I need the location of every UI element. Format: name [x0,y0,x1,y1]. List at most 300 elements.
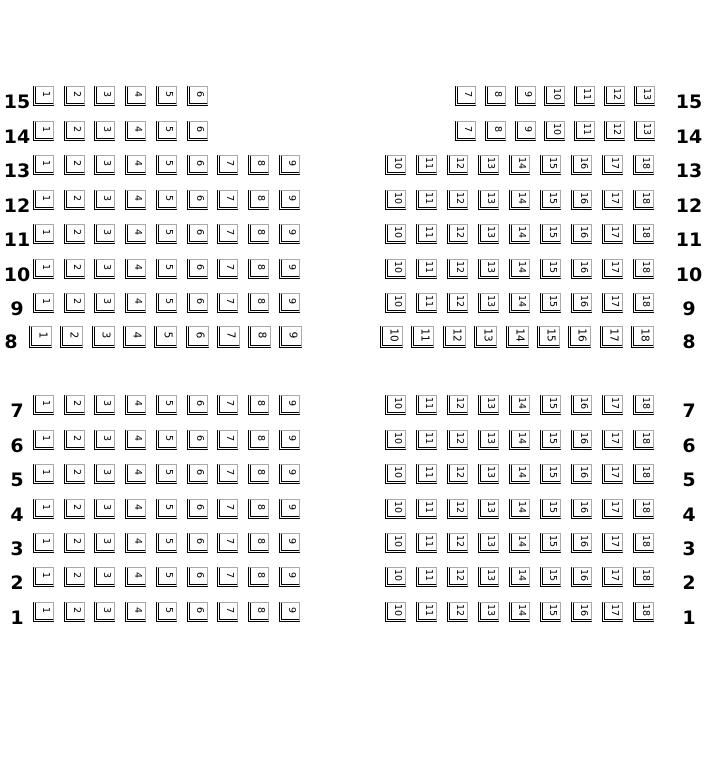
seat-3-5[interactable] [156,533,177,553]
seat-8-4[interactable] [123,326,146,348]
seat-9-2[interactable] [64,293,85,313]
seat-11-3[interactable] [94,224,115,244]
seat-6-18[interactable] [633,430,654,450]
seat-15-6[interactable] [187,86,208,106]
seat-2-2[interactable] [64,567,85,587]
seat-number: 17 [608,466,620,479]
row-label-right-11: 11 [675,229,703,251]
seat-8-15[interactable] [537,326,560,348]
seat-12-6[interactable] [187,190,208,210]
seat-2-7[interactable] [217,567,238,587]
seat-5-3[interactable] [94,464,115,484]
seat-7-6[interactable] [187,395,208,415]
seat-11-2[interactable] [64,224,85,244]
seat-6-10[interactable] [385,430,406,450]
seat-number: 18 [639,157,651,170]
seat-3-4[interactable] [125,533,146,553]
seat-number: 18 [639,295,651,308]
seat-5-6[interactable] [187,464,208,484]
seat-8-2[interactable] [60,326,83,348]
seat-9-13[interactable] [478,293,499,313]
seat-7-11[interactable] [416,395,437,415]
seat-2-16[interactable] [571,567,592,587]
seat-7-16[interactable] [571,395,592,415]
seat-10-5[interactable] [156,259,177,279]
seat-10-11[interactable] [416,259,437,279]
seat-number: 1 [39,572,51,579]
seat-5-9[interactable] [279,464,300,484]
seat-14-7[interactable] [455,121,476,141]
seat-11-15[interactable] [540,224,561,244]
seat-1-3[interactable] [94,602,115,622]
seat-2-6[interactable] [187,567,208,587]
seat-number: 1 [39,298,51,305]
seat-6-9[interactable] [279,430,300,450]
seat-1-14[interactable] [509,602,530,622]
seat-number: 5 [162,572,174,579]
seat-8-11[interactable] [411,326,434,348]
seat-10-8[interactable] [248,259,269,279]
seat-10-17[interactable] [602,259,623,279]
seat-2-4[interactable] [125,567,146,587]
seat-1-6[interactable] [187,602,208,622]
seat-10-13[interactable] [478,259,499,279]
seat-2-18[interactable] [633,567,654,587]
seat-number: 15 [546,260,558,273]
seat-2-1[interactable] [33,567,54,587]
seat-number: 12 [453,500,465,513]
seat-4-10[interactable] [385,499,406,519]
seat-4-18[interactable] [633,499,654,519]
seat-7-5[interactable] [156,395,177,415]
seat-number: 18 [639,466,651,479]
seat-14-4[interactable] [125,121,146,141]
seat-8-14[interactable] [506,326,529,348]
seat-number: 14 [515,466,527,479]
seat-6-15[interactable] [540,430,561,450]
seat-number: 18 [639,397,651,410]
seat-5-5[interactable] [156,464,177,484]
seat-5-13[interactable] [478,464,499,484]
seat-9-15[interactable] [540,293,561,313]
seat-number: 11 [422,397,434,410]
seat-1-5[interactable] [156,602,177,622]
seat-15-5[interactable] [156,86,177,106]
seat-6-8[interactable] [248,430,269,450]
seat-15-3[interactable] [94,86,115,106]
seat-10-10[interactable] [385,259,406,279]
seat-number: 5 [162,606,174,613]
seat-10-18[interactable] [633,259,654,279]
seat-9-17[interactable] [602,293,623,313]
seat-5-2[interactable] [64,464,85,484]
seat-14-10[interactable] [544,121,565,141]
seat-10-4[interactable] [125,259,146,279]
seat-3-1[interactable] [33,533,54,553]
seat-1-10[interactable] [385,602,406,622]
seat-1-4[interactable] [125,602,146,622]
seat-1-11[interactable] [416,602,437,622]
seat-10-14[interactable] [509,259,530,279]
seat-number: 16 [577,535,589,548]
seat-8-8[interactable] [248,326,271,348]
seat-6-7[interactable] [217,430,238,450]
seat-5-18[interactable] [633,464,654,484]
seat-10-12[interactable] [447,259,468,279]
seat-6-1[interactable] [33,430,54,450]
seat-5-10[interactable] [385,464,406,484]
seat-3-3[interactable] [94,533,115,553]
seat-3-14[interactable] [509,533,530,553]
seat-7-18[interactable] [633,395,654,415]
seat-number: 16 [577,260,589,273]
seat-2-10[interactable] [385,567,406,587]
seat-4-6[interactable] [187,499,208,519]
seat-8-17[interactable] [600,326,623,348]
seat-10-16[interactable] [571,259,592,279]
seat-8-1[interactable] [29,326,52,348]
seat-12-9[interactable] [279,190,300,210]
seat-15-13[interactable] [634,86,655,106]
seat-11-9[interactable] [279,224,300,244]
seat-9-12[interactable] [447,293,468,313]
seat-8-3[interactable] [92,326,115,348]
seat-3-2[interactable] [64,533,85,553]
seat-5-8[interactable] [248,464,269,484]
seat-11-14[interactable] [509,224,530,244]
seat-13-4[interactable] [125,155,146,175]
seat-7-1[interactable] [33,395,54,415]
seat-7-17[interactable] [602,395,623,415]
seat-12-16[interactable] [571,190,592,210]
seat-14-3[interactable] [94,121,115,141]
seat-13-14[interactable] [509,155,530,175]
seat-6-3[interactable] [94,430,115,450]
seat-3-15[interactable] [540,533,561,553]
seat-3-9[interactable] [279,533,300,553]
seat-number: 17 [608,397,620,410]
seat-10-1[interactable] [33,259,54,279]
seat-1-12[interactable] [447,602,468,622]
seat-9-5[interactable] [156,293,177,313]
seat-8-6[interactable] [186,326,209,348]
seat-13-11[interactable] [416,155,437,175]
seat-9-11[interactable] [416,293,437,313]
seat-11-16[interactable] [571,224,592,244]
seat-12-11[interactable] [416,190,437,210]
seat-7-15[interactable] [540,395,561,415]
seat-7-7[interactable] [217,395,238,415]
seat-13-10[interactable] [385,155,406,175]
seat-14-5[interactable] [156,121,177,141]
seat-3-17[interactable] [602,533,623,553]
seat-number: 6 [193,538,205,545]
seat-12-4[interactable] [125,190,146,210]
seat-11-13[interactable] [478,224,499,244]
seat-12-3[interactable] [94,190,115,210]
seat-11-10[interactable] [385,224,406,244]
seat-7-13[interactable] [478,395,499,415]
seat-4-7[interactable] [217,499,238,519]
seat-8-5[interactable] [154,326,177,348]
seat-10-2[interactable] [64,259,85,279]
seat-1-7[interactable] [217,602,238,622]
seat-15-9[interactable] [515,86,536,106]
seat-11-1[interactable] [33,224,54,244]
seat-5-7[interactable] [217,464,238,484]
seat-number: 12 [453,226,465,239]
seat-8-16[interactable] [568,326,591,348]
seat-7-4[interactable] [125,395,146,415]
seat-2-15[interactable] [540,567,561,587]
seat-3-11[interactable] [416,533,437,553]
seat-11-5[interactable] [156,224,177,244]
seat-10-3[interactable] [94,259,115,279]
seat-12-10[interactable] [385,190,406,210]
seat-13-13[interactable] [478,155,499,175]
seat-6-13[interactable] [478,430,499,450]
seat-5-14[interactable] [509,464,530,484]
seat-number: 10 [391,466,403,479]
seat-15-1[interactable] [33,86,54,106]
seat-6-5[interactable] [156,430,177,450]
seat-number: 3 [101,572,113,579]
seat-9-1[interactable] [33,293,54,313]
seat-13-6[interactable] [187,155,208,175]
seat-6-11[interactable] [416,430,437,450]
seat-4-15[interactable] [540,499,561,519]
row-label-left-11: 11 [3,229,31,251]
seat-number: 14 [515,157,527,170]
seat-6-12[interactable] [447,430,468,450]
seat-2-3[interactable] [94,567,115,587]
seat-12-1[interactable] [33,190,54,210]
seat-14-11[interactable] [574,121,595,141]
seat-1-1[interactable] [33,602,54,622]
seat-11-17[interactable] [602,224,623,244]
seat-8-10[interactable] [380,326,403,348]
seat-1-17[interactable] [602,602,623,622]
seat-3-13[interactable] [478,533,499,553]
seat-9-7[interactable] [217,293,238,313]
seat-number: 17 [608,500,620,513]
seat-14-1[interactable] [33,121,54,141]
seat-15-7[interactable] [455,86,476,106]
seat-4-12[interactable] [447,499,468,519]
seat-11-7[interactable] [217,224,238,244]
seat-3-6[interactable] [187,533,208,553]
seat-2-8[interactable] [248,567,269,587]
row-label-right-2: 2 [682,572,696,594]
seat-5-11[interactable] [416,464,437,484]
seat-1-9[interactable] [279,602,300,622]
seat-12-8[interactable] [248,190,269,210]
seat-10-9[interactable] [279,259,300,279]
seat-7-8[interactable] [248,395,269,415]
seat-8-9[interactable] [279,326,302,348]
seat-1-8[interactable] [248,602,269,622]
seat-11-18[interactable] [633,224,654,244]
seat-11-8[interactable] [248,224,269,244]
seat-12-7[interactable] [217,190,238,210]
seat-2-11[interactable] [416,567,437,587]
seat-13-7[interactable] [217,155,238,175]
seat-2-13[interactable] [478,567,499,587]
seat-11-12[interactable] [447,224,468,244]
seat-14-13[interactable] [634,121,655,141]
seat-5-15[interactable] [540,464,561,484]
seat-3-16[interactable] [571,533,592,553]
seat-10-7[interactable] [217,259,238,279]
seat-number: 14 [515,431,527,444]
seat-3-10[interactable] [385,533,406,553]
seat-7-14[interactable] [509,395,530,415]
seat-1-13[interactable] [478,602,499,622]
seat-9-4[interactable] [125,293,146,313]
seat-13-2[interactable] [64,155,85,175]
seat-15-2[interactable] [64,86,85,106]
seat-number: 1 [39,91,51,98]
seat-4-17[interactable] [602,499,623,519]
seat-15-10[interactable] [544,86,565,106]
seat-3-7[interactable] [217,533,238,553]
seat-14-8[interactable] [485,121,506,141]
seat-13-15[interactable] [540,155,561,175]
seat-4-8[interactable] [248,499,269,519]
seat-5-1[interactable] [33,464,54,484]
seat-2-12[interactable] [447,567,468,587]
seat-8-18[interactable] [631,326,654,348]
seat-number: 8 [254,538,266,545]
seat-number: 4 [131,298,143,305]
seat-10-6[interactable] [187,259,208,279]
seat-13-12[interactable] [447,155,468,175]
seat-number: 7 [223,263,235,270]
seat-13-5[interactable] [156,155,177,175]
seat-11-4[interactable] [125,224,146,244]
seat-4-13[interactable] [478,499,499,519]
seat-7-10[interactable] [385,395,406,415]
seat-4-4[interactable] [125,499,146,519]
seat-8-7[interactable] [217,326,240,348]
seat-number: 14 [515,397,527,410]
seat-13-3[interactable] [94,155,115,175]
seat-12-14[interactable] [509,190,530,210]
seat-number: 12 [453,260,465,273]
seat-4-2[interactable] [64,499,85,519]
seat-6-6[interactable] [187,430,208,450]
seat-13-17[interactable] [602,155,623,175]
seat-number: 7 [223,538,235,545]
seat-4-11[interactable] [416,499,437,519]
seat-14-2[interactable] [64,121,85,141]
seat-4-1[interactable] [33,499,54,519]
seat-2-5[interactable] [156,567,177,587]
seat-9-9[interactable] [279,293,300,313]
seat-1-2[interactable] [64,602,85,622]
seat-number: 9 [285,263,297,270]
seat-12-12[interactable] [447,190,468,210]
seat-12-5[interactable] [156,190,177,210]
seat-14-12[interactable] [604,121,625,141]
seat-6-17[interactable] [602,430,623,450]
seat-number: 3 [101,400,113,407]
seat-7-2[interactable] [64,395,85,415]
seat-10-15[interactable] [540,259,561,279]
seat-number: 8 [254,229,266,236]
seat-15-11[interactable] [574,86,595,106]
seat-2-17[interactable] [602,567,623,587]
seat-9-3[interactable] [94,293,115,313]
seat-15-8[interactable] [485,86,506,106]
seat-6-4[interactable] [125,430,146,450]
seat-12-13[interactable] [478,190,499,210]
seat-5-16[interactable] [571,464,592,484]
seat-9-18[interactable] [633,293,654,313]
seat-9-16[interactable] [571,293,592,313]
seat-13-1[interactable] [33,155,54,175]
seat-13-16[interactable] [571,155,592,175]
seat-13-9[interactable] [279,155,300,175]
seat-1-15[interactable] [540,602,561,622]
seat-12-15[interactable] [540,190,561,210]
seat-number: 7 [223,503,235,510]
seat-8-13[interactable] [474,326,497,348]
seat-4-9[interactable] [279,499,300,519]
seat-4-3[interactable] [94,499,115,519]
seat-9-14[interactable] [509,293,530,313]
seat-15-12[interactable] [604,86,625,106]
seat-5-17[interactable] [602,464,623,484]
seat-12-17[interactable] [602,190,623,210]
seat-8-12[interactable] [443,326,466,348]
seat-4-14[interactable] [509,499,530,519]
seat-number: 8 [491,91,503,98]
seat-11-11[interactable] [416,224,437,244]
seat-7-9[interactable] [279,395,300,415]
seat-1-18[interactable] [633,602,654,622]
seat-9-8[interactable] [248,293,269,313]
seat-5-12[interactable] [447,464,468,484]
seat-9-6[interactable] [187,293,208,313]
seat-3-8[interactable] [248,533,269,553]
seat-7-3[interactable] [94,395,115,415]
seat-14-6[interactable] [187,121,208,141]
seat-5-4[interactable] [125,464,146,484]
seat-9-10[interactable] [385,293,406,313]
seat-12-18[interactable] [633,190,654,210]
seat-3-12[interactable] [447,533,468,553]
seat-6-16[interactable] [571,430,592,450]
seat-3-18[interactable] [633,533,654,553]
seat-1-16[interactable] [571,602,592,622]
seat-11-6[interactable] [187,224,208,244]
seat-4-16[interactable] [571,499,592,519]
seat-6-2[interactable] [64,430,85,450]
seat-2-9[interactable] [279,567,300,587]
seat-number: 6 [193,434,205,441]
seat-13-18[interactable] [633,155,654,175]
seat-12-2[interactable] [64,190,85,210]
seat-number: 12 [610,88,622,101]
seat-6-14[interactable] [509,430,530,450]
seat-7-12[interactable] [447,395,468,415]
seat-4-5[interactable] [156,499,177,519]
seat-2-14[interactable] [509,567,530,587]
seat-15-4[interactable] [125,86,146,106]
seat-14-9[interactable] [515,121,536,141]
seat-13-8[interactable] [248,155,269,175]
